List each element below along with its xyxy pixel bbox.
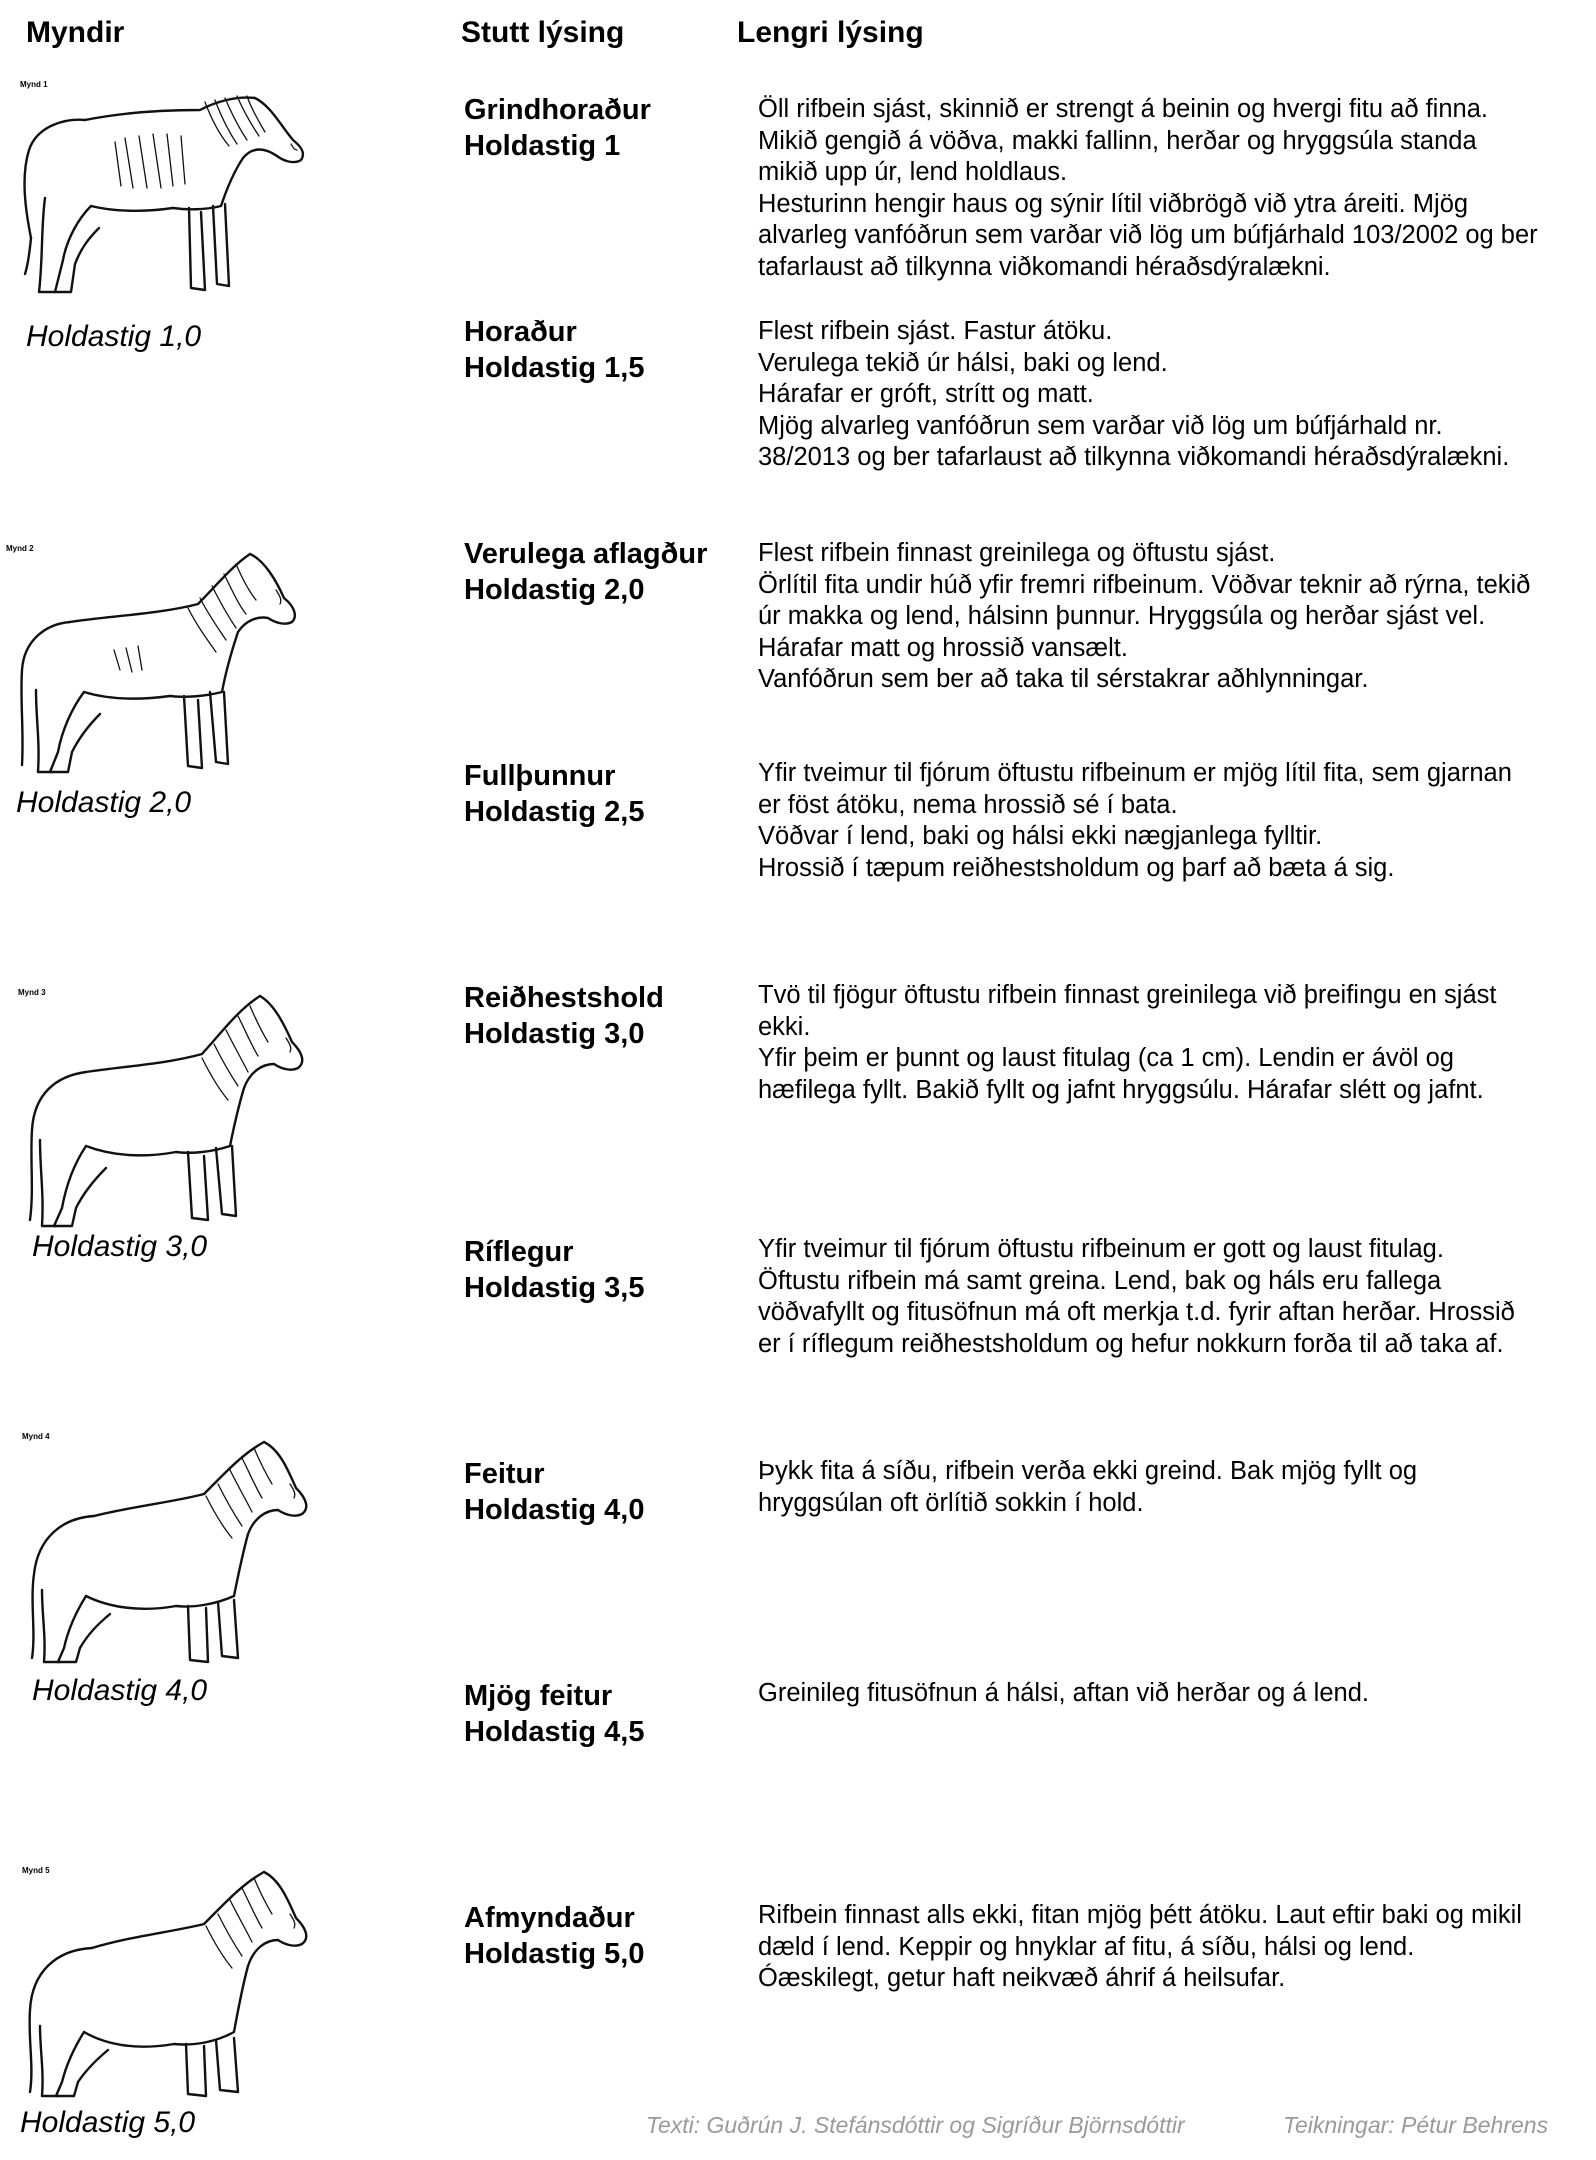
condition-entry-9-short [464, 1900, 645, 1972]
header-short-description: Stutt lýsing [461, 16, 625, 49]
condition-name: Fullþunnur [464, 760, 616, 792]
figure-label-3: Mynd 3 [18, 988, 46, 997]
figure-label-1: Mynd 1 [20, 80, 48, 89]
condition-entry-3-description: Flest rifbein finnast greinilega og öftustu sjást. Örlítil fita undir húð yfir fremri rifbeinum. Vöðvar teknir að rýrna, tekið úr makka og lend, hálsinn þunnur. Hryggsúla og herðar sjást vel. Hárafar matt og hrossið vansælt. Vanfóðrun sem ber að taka til sérstakrar aðhlynningar. [758, 539, 1531, 693]
condition-score: Holdastig 3,5 [464, 1272, 645, 1304]
condition-entry-4-short [464, 758, 645, 830]
condition-score: Holdastig 1,5 [464, 352, 645, 384]
condition-entry-5-short [464, 980, 664, 1052]
header-images: Myndir [26, 16, 125, 49]
condition-score: Holdastig 4,5 [464, 1716, 645, 1748]
condition-name: Feitur [464, 1458, 545, 1490]
figure-caption-1: Holdastig 1,0 [26, 320, 202, 353]
figure-caption-3: Holdastig 3,0 [32, 1230, 208, 1263]
text-credit: Texti: Guðrún J. Stefánsdóttir og Sigríður Björnsdóttir [646, 2112, 1185, 2138]
figure-caption-5: Holdastig 5,0 [20, 2106, 196, 2139]
condition-entry-3-short [464, 536, 707, 608]
condition-score: Holdastig 1 [464, 130, 621, 162]
condition-name: Mjög feitur [464, 1680, 613, 1712]
condition-name: Grindhoraður [464, 94, 651, 126]
horse-drawing-4 [18, 1426, 318, 1666]
drawings-credit: Teikningar: Pétur Behrens [1283, 2112, 1549, 2138]
condition-entry-6-short [464, 1234, 645, 1306]
condition-name: Reiðhestshold [464, 982, 664, 1014]
condition-entry-1-short [464, 92, 651, 164]
condition-score: Holdastig 4,0 [464, 1494, 645, 1526]
condition-score: Holdastig 5,0 [464, 1938, 645, 1970]
condition-entry-7-description: Þykk fita á síðu, rifbein verða ekki greind. Bak mjög fyllt og hryggsúlan oft örlítið sokkin í hold. [758, 1457, 1418, 1517]
horse-drawing-1 [15, 88, 315, 298]
condition-entry-8-short [464, 1678, 645, 1750]
condition-score: Holdastig 2,5 [464, 796, 645, 828]
condition-name: Ríflegur [464, 1236, 574, 1268]
figure-label-2: Mynd 2 [6, 544, 34, 553]
condition-entry-9-description: Rifbein finnast alls ekki, fitan mjög þétt átöku. Laut eftir baki og mikil dæld í lend. Keppir og hnyklar af fitu, á síðu, hálsi og lend. Óæskilegt, getur haft neikvæð áhrif á heilsufar. [758, 1901, 1522, 1992]
figure-label-5: Mynd 5 [22, 1866, 50, 1875]
condition-name: Horaður [464, 316, 577, 348]
figure-caption-4: Holdastig 4,0 [32, 1674, 208, 1707]
condition-name: Verulega aflagður [464, 538, 708, 570]
horse-drawing-2 [10, 540, 310, 780]
condition-score: Holdastig 2,0 [464, 574, 645, 606]
condition-entry-8-description: Greinileg fitusöfnun á hálsi, aftan við herðar og á lend. [758, 1679, 1369, 1707]
condition-entry-6-description: Yfir tveimur til fjórum öftustu rifbeinum er gott og laust fitulag. Öftustu rifbein má samt greina. Lend, bak og háls eru fallega vöðvafyllt og fitusöfnun má oft merkja t.d. fyrir aftan herðar. Hrossið er í ríflegum reiðhestsholdum og hefur nokkurn forða til að taka af. [758, 1235, 1515, 1358]
figure-label-4: Mynd 4 [22, 1432, 50, 1441]
condition-entry-2-description: Flest rifbein sjást. Fastur átöku. Verulega tekið úr hálsi, baki og lend. Hárafar er gróft, strítt og matt. Mjög alvarleg vanfóðrun sem varðar við lög um búfjárhald nr. 38/2013 og ber tafarlaust að tilkynna viðkomandi héraðsdýralækni. [758, 317, 1510, 471]
condition-entry-5-description: Tvö til fjögur öftustu rifbein finnast greinilega við þreifingu en sjást ekki. Yfir þeim er þunnt og laust fitulag (ca 1 cm). Lendin er ávöl og hæfilega fyllt. Bakið fyllt og jafnt hryggsúlu. Hárafar slétt og jafnt. [758, 981, 1497, 1104]
header-long-description: Lengri lýsing [737, 16, 924, 49]
condition-entry-4-description: Yfir tveimur til fjórum öftustu rifbeinum er mjög lítil fita, sem gjarnan er föst átöku, nema hrossið sé í bata. Vöðvar í lend, baki og hálsi ekki nægjanlega fylltir. Hrossið í tæpum reiðhestsholdum og þarf að bæta á sig. [758, 759, 1512, 882]
horse-drawing-5 [18, 1860, 318, 2100]
horse-drawing-3 [16, 980, 316, 1230]
condition-entry-7-short [464, 1456, 645, 1528]
condition-name: Afmyndaður [464, 1902, 635, 1934]
condition-score: Holdastig 3,0 [464, 1018, 645, 1050]
figure-caption-2: Holdastig 2,0 [16, 786, 192, 819]
condition-entry-1-description: Öll rifbein sjást, skinnið er strengt á beinin og hvergi fitu að finna. Mikið gengið á vöðva, makki fallinn, herðar og hryggsúla standa mikið upp úr, lend holdlaus. Hesturinn hengir haus og sýnir lítil viðbrögð við ytra áreiti. Mjög alvarleg vanfóðrun sem varðar við lög um búfjárhald 103/2002 og ber tafarlaust að tilkynna viðkomandi héraðsdýralækni. [758, 95, 1538, 281]
condition-entry-2-short [464, 314, 645, 386]
